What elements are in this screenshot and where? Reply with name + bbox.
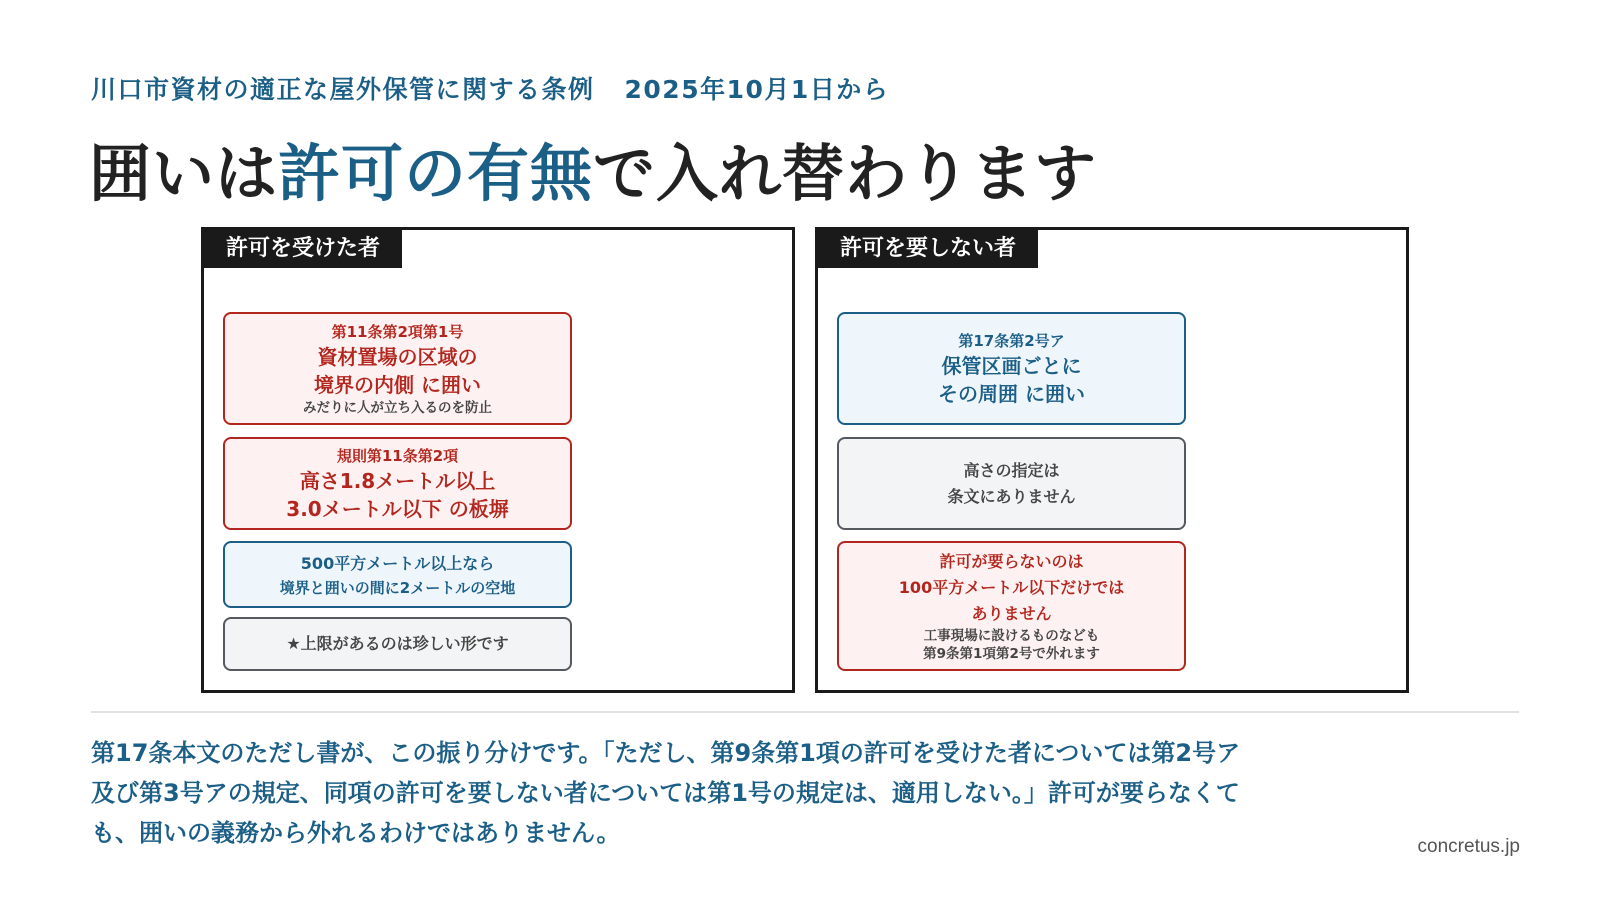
card-line: 3.0メートル以下 の板塀: [286, 496, 509, 521]
card-section-fence: [837, 312, 1186, 425]
card-line: 境界と囲いの間に2メートルの空地: [279, 578, 516, 597]
title-part-2: で入れ替わります: [593, 137, 1098, 210]
card-note: 第9条第1項第2号で外れます: [923, 646, 1100, 662]
card-ref: 第11条第2項第1号: [331, 322, 464, 341]
title-highlight: 許可の有無: [278, 137, 594, 210]
title-part-1: 囲いは: [89, 137, 279, 210]
card-line: ありません: [971, 604, 1052, 623]
card-line: 条文にありません: [947, 486, 1076, 506]
ordinance-name: 川口市資材の適正な屋外保管に関する条例: [91, 75, 595, 104]
card-boundary-fence: [223, 312, 572, 425]
card-line: 高さの指定は: [963, 460, 1060, 480]
card-line: 境界の内側 に囲い: [314, 372, 481, 397]
card-upper-limit-note: [223, 617, 572, 671]
explanation-text: 第17条本文のただし書が、この振り分けです。「ただし、第9条第1項の許可を受けた者については第2号ア及び第3号アの規定、同項の許可を要しない者については第1号の規定は、適用しない。」許可が要らなくても、囲いの義務から外れるわけではありません。: [91, 739, 1241, 847]
panel-tab-permitted: 許可を受けた者: [204, 230, 402, 268]
card-ref: 第17条第2号ア: [958, 331, 1065, 350]
divider: [91, 711, 1519, 713]
site-credit: concretus.jp: [1417, 836, 1520, 857]
card-line: 保管区画ごとに: [941, 353, 1082, 378]
panel-tab-not-permitted: 許可を要しない者: [818, 230, 1038, 268]
card-exemption-scope: [837, 541, 1186, 671]
page-title: [89, 124, 1097, 213]
not-permitted-panel: [815, 227, 1409, 693]
subtitle: [91, 70, 889, 106]
card-fence-height: [223, 437, 572, 530]
card-note: みだりに人が立ち入るのを防止: [303, 399, 492, 416]
permitted-panel: [201, 227, 795, 693]
effective-date: 2025年10月1日から: [624, 75, 890, 104]
card-line: ★上限があるのは珍しい形です: [286, 634, 509, 653]
card-line: 100平方メートル以下だけでは: [898, 578, 1125, 597]
card-line: その周囲 に囲い: [938, 381, 1085, 406]
card-note: 工事現場に設けるものなども: [923, 628, 1100, 644]
card-line: 高さ1.8メートル以上: [299, 468, 496, 493]
card-line: 500平方メートル以上なら: [300, 553, 495, 573]
card-no-height-rule: [837, 437, 1186, 530]
card-ref: 許可が要らないのは: [939, 552, 1084, 571]
card-open-space: [223, 541, 572, 608]
card-line: 資材置場の区域の: [317, 344, 478, 369]
card-ref: 規則第11条第2項: [336, 446, 459, 465]
